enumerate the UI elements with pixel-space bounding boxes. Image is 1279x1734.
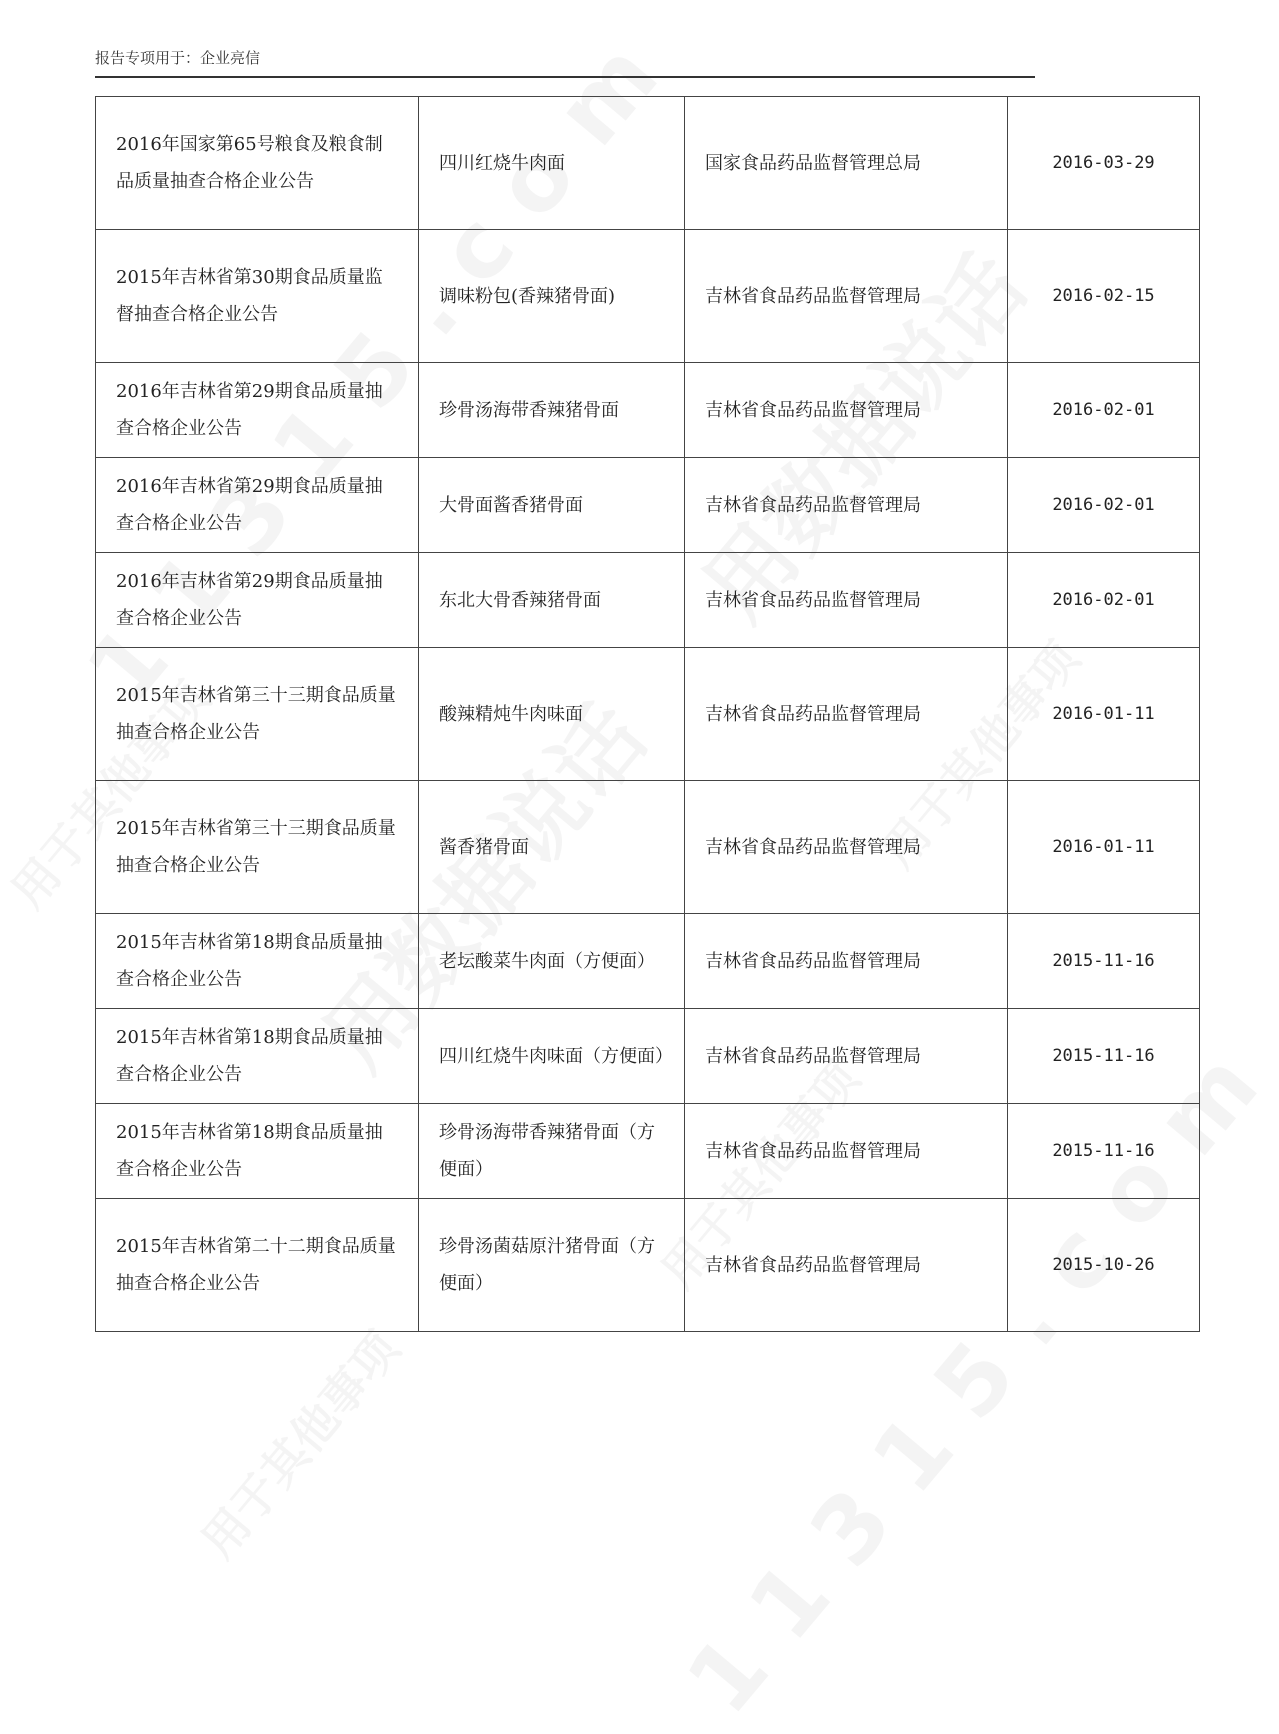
product-cell: 老坛酸菜牛肉面（方便面）	[419, 914, 685, 1009]
table-row	[96, 1104, 1200, 1199]
table-row	[96, 97, 1200, 230]
product-cell: 东北大骨香辣猪骨面	[419, 553, 685, 648]
product-cell: 珍骨汤菌菇原汁猪骨面（方便面）	[419, 1199, 685, 1332]
date-cell: 2015-11-16	[1008, 1009, 1200, 1104]
table-row	[96, 230, 1200, 363]
date-cell: 2015-11-16	[1008, 1104, 1200, 1199]
page-header: 报告专项用于：企业亮信	[95, 46, 1035, 78]
date-cell: 2015-11-16	[1008, 914, 1200, 1009]
table-row	[96, 458, 1200, 553]
authority-cell: 吉林省食品药品监督管理局	[685, 1104, 1008, 1199]
date-cell: 2015-10-26	[1008, 1199, 1200, 1332]
date-cell: 2016-02-15	[1008, 230, 1200, 363]
date-cell: 2016-03-29	[1008, 97, 1200, 230]
table-row	[96, 781, 1200, 914]
records-table	[95, 96, 1200, 1332]
authority-cell: 吉林省食品药品监督管理局	[685, 363, 1008, 458]
date-cell: 2016-02-01	[1008, 363, 1200, 458]
date-cell: 2016-01-11	[1008, 781, 1200, 914]
date-cell: 2016-02-01	[1008, 458, 1200, 553]
notice-cell: 2015年吉林省第18期食品质量抽查合格企业公告	[96, 1009, 419, 1104]
notice-cell: 2016年吉林省第29期食品质量抽查合格企业公告	[96, 553, 419, 648]
notice-cell: 2016年国家第65号粮食及粮食制品质量抽查合格企业公告	[96, 97, 419, 230]
notice-cell: 2015年吉林省第三十三期食品质量抽查合格企业公告	[96, 648, 419, 781]
notice-cell: 2016年吉林省第29期食品质量抽查合格企业公告	[96, 458, 419, 553]
notice-cell: 2015年吉林省第二十二期食品质量抽查合格企业公告	[96, 1199, 419, 1332]
table-row	[96, 553, 1200, 648]
records-table-body	[96, 97, 1200, 1332]
table-row	[96, 648, 1200, 781]
notice-cell: 2016年吉林省第29期食品质量抽查合格企业公告	[96, 363, 419, 458]
date-cell: 2016-02-01	[1008, 553, 1200, 648]
authority-cell: 吉林省食品药品监督管理局	[685, 648, 1008, 781]
table-row	[96, 914, 1200, 1009]
table-row	[96, 363, 1200, 458]
notice-cell: 2015年吉林省第18期食品质量抽查合格企业公告	[96, 914, 419, 1009]
notice-cell: 2015年吉林省第18期食品质量抽查合格企业公告	[96, 1104, 419, 1199]
table-row	[96, 1009, 1200, 1104]
authority-cell: 吉林省食品药品监督管理局	[685, 230, 1008, 363]
product-cell: 调味粉包(香辣猪骨面)	[419, 230, 685, 363]
watermark-text	[184, 1316, 412, 1570]
authority-cell: 吉林省食品药品监督管理局	[685, 458, 1008, 553]
authority-cell: 吉林省食品药品监督管理局	[685, 553, 1008, 648]
product-cell: 酸辣精炖牛肉味面	[419, 648, 685, 781]
authority-cell: 吉林省食品药品监督管理局	[685, 781, 1008, 914]
notice-cell: 2015年吉林省第三十三期食品质量抽查合格企业公告	[96, 781, 419, 914]
authority-cell: 吉林省食品药品监督管理局	[685, 1199, 1008, 1332]
authority-cell: 国家食品药品监督管理总局	[685, 97, 1008, 230]
product-cell: 四川红烧牛肉面	[419, 97, 685, 230]
authority-cell: 吉林省食品药品监督管理局	[685, 1009, 1008, 1104]
date-cell: 2016-01-11	[1008, 648, 1200, 781]
notice-cell: 2015年吉林省第30期食品质量监督抽查合格企业公告	[96, 230, 419, 363]
product-cell: 珍骨汤海带香辣猪骨面（方便面）	[419, 1104, 685, 1199]
table-row	[96, 1199, 1200, 1332]
product-cell: 珍骨汤海带香辣猪骨面	[419, 363, 685, 458]
product-cell: 酱香猪骨面	[419, 781, 685, 914]
product-cell: 大骨面酱香猪骨面	[419, 458, 685, 553]
authority-cell: 吉林省食品药品监督管理局	[685, 914, 1008, 1009]
product-cell: 四川红烧牛肉味面（方便面）	[419, 1009, 685, 1104]
